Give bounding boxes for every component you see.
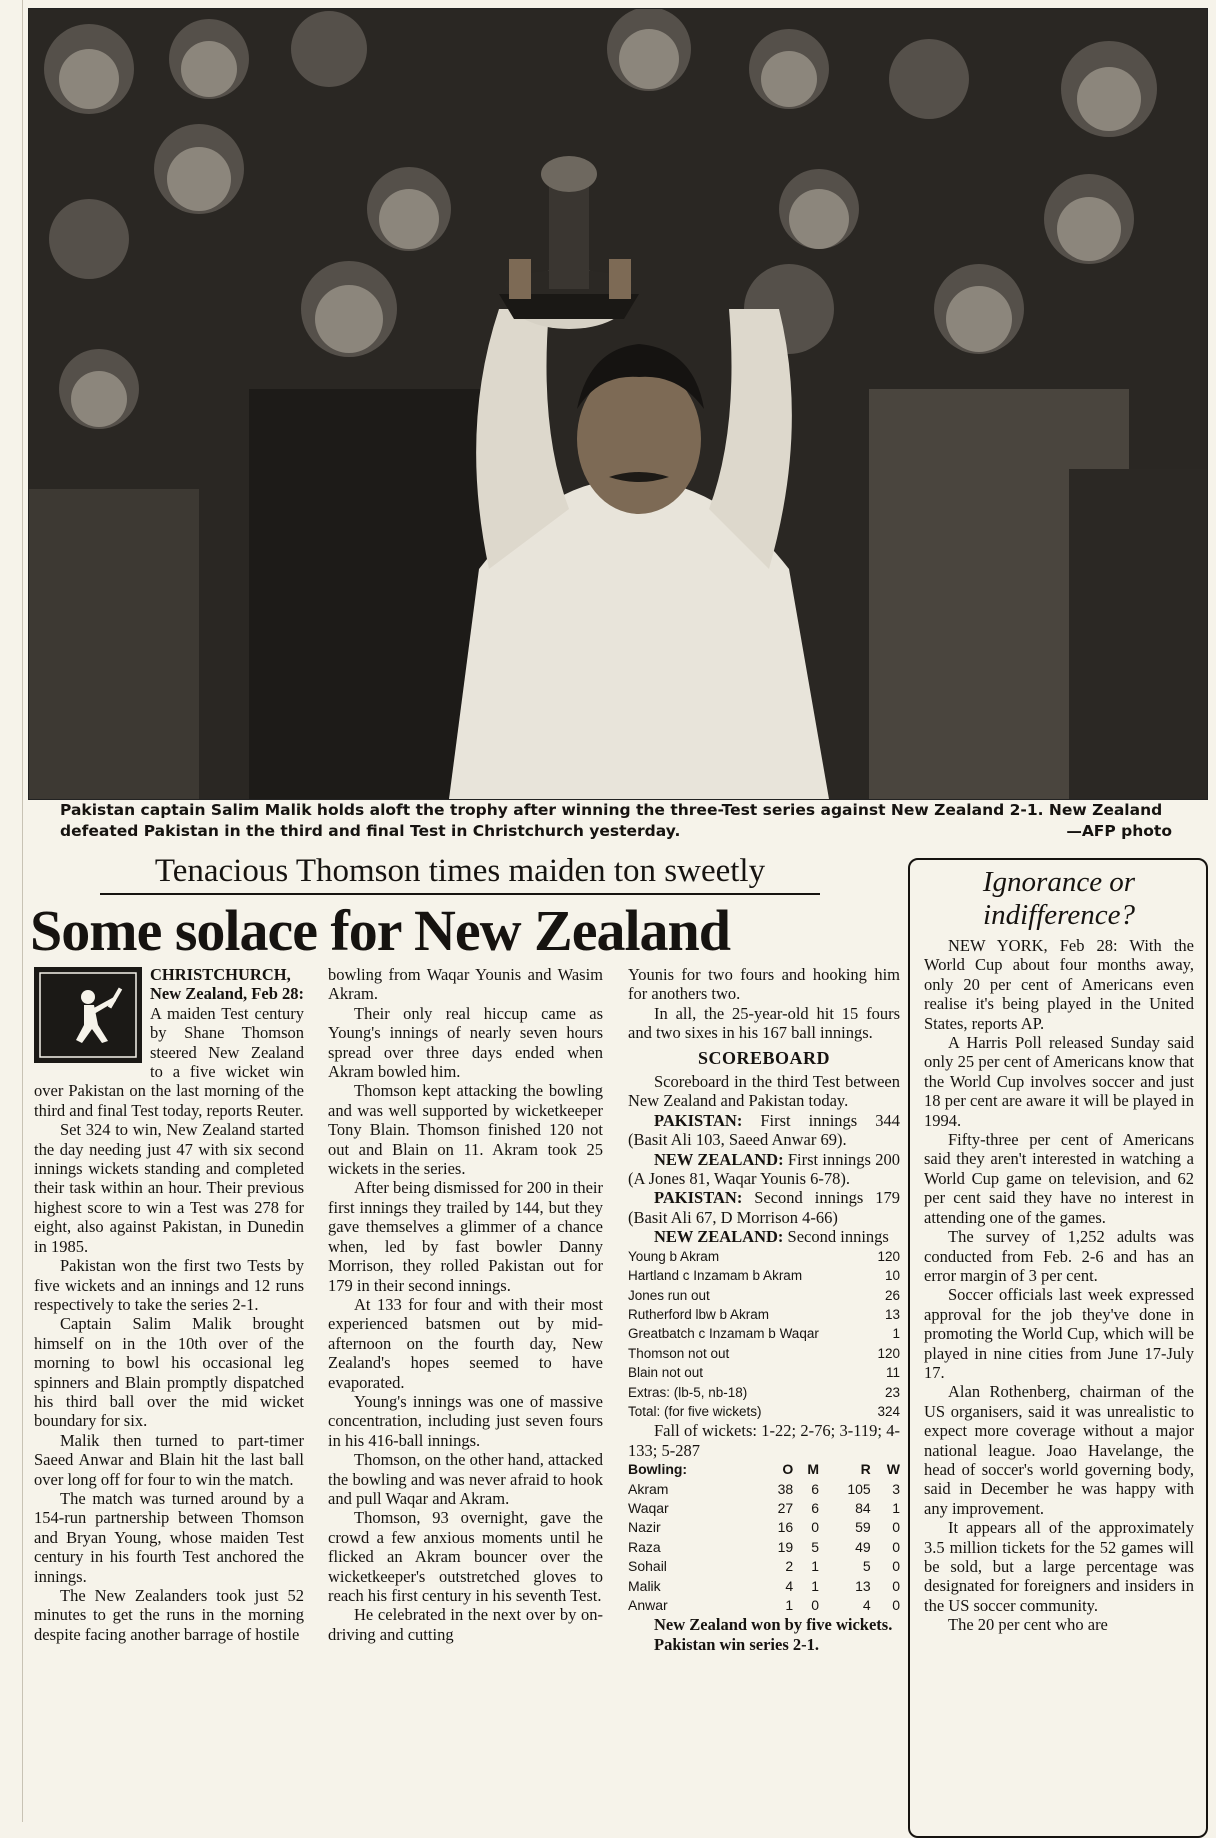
runs: 1 <box>892 1326 900 1342</box>
runs: 5 <box>862 1558 871 1575</box>
batsman: Greatbatch c Inzamam b Waqar <box>628 1326 819 1342</box>
maidens: 5 <box>811 1538 820 1555</box>
table-header-row <box>628 1460 900 1479</box>
overs: 19 <box>777 1538 794 1555</box>
table-row <box>628 1286 900 1305</box>
sidebar-headline-line-2: indifference? <box>983 899 1135 931</box>
maidens: 1 <box>811 1577 820 1594</box>
article-paragraph: Younis for two fours and hooking him for anothers two. <box>628 965 900 1004</box>
maidens: 1 <box>811 1558 820 1575</box>
bowling-header: Bowling: <box>628 1461 688 1478</box>
photo-caption <box>60 800 1180 842</box>
batsman: Thomson not out <box>628 1345 730 1361</box>
table-row <box>628 1402 900 1421</box>
bowling-table <box>628 1460 900 1615</box>
article-paragraph: The New Zealanders took just 52 minutes to get the runs in the morning despite facing another barrage of hostile <box>34 1586 304 1644</box>
innings-text: First innings 200 (A Jones 81, Waqar Younis 6-78). <box>628 1149 901 1189</box>
wickets: 0 <box>892 1577 900 1594</box>
scoreboard-title: SCOREBOARD <box>697 1047 831 1068</box>
table-row <box>628 1266 900 1285</box>
table-row <box>628 1324 900 1343</box>
table-row <box>628 1577 900 1596</box>
runs: 59 <box>855 1519 871 1536</box>
innings-summary <box>628 1227 900 1246</box>
runs: 120 <box>877 1345 900 1361</box>
innings-text: Second innings 179 (Basit Ali 67, D Morrison 4-66) <box>628 1188 900 1227</box>
overs: 2 <box>785 1558 794 1575</box>
maidens: 0 <box>811 1519 820 1536</box>
article-paragraph: Thomson, on the other hand, attacked the bowling and was never afraid to hook and pull Waqar and Akram. <box>328 1450 603 1508</box>
col-maidens-header: M <box>807 1461 820 1478</box>
match-result: New Zealand won by five wickets. <box>654 1615 893 1635</box>
table-row <box>628 1557 900 1576</box>
overs: 27 <box>777 1499 794 1516</box>
innings-text: First innings 344 (Basit Ali 103, Saeed Anwar 69). <box>628 1110 900 1150</box>
batsman: Blain not out <box>628 1365 704 1381</box>
bowler: Malik <box>628 1577 661 1594</box>
wickets: 0 <box>892 1519 900 1536</box>
fall-of-wickets: Fall of wickets: 1-22; 2-76; 3-119; 4-133; 5-287 <box>628 1421 900 1460</box>
innings-team: NEW ZEALAND: <box>654 1149 784 1169</box>
article-kicker: Tenacious Thomson times maiden ton sweetly <box>100 853 820 895</box>
article-paragraph: After being dismissed for 200 in their first innings they trailed by 144, but they gave themselves a glimmer of a chance when, led by fast bowler Danny Morrison, they rolled Pakistan out for 179 in their second innings. <box>328 1178 603 1295</box>
innings-text: Second innings <box>787 1227 889 1247</box>
maidens: 6 <box>811 1480 820 1497</box>
sidebar-headline-line-1: Ignorance or <box>982 866 1136 898</box>
article-paragraph: A maiden Test century by Shane Thomson steered New Zealand to a five wicket win over Pakistan on the last morning of the third and final Test today, reports Reuter. <box>34 1003 304 1120</box>
article-paragraph: Their only real hiccup came as Young's innings of nearly seven hours spread over three days ended when Akram bowled him. <box>328 1003 603 1082</box>
article-paragraph: Malik then turned to part-timer Saeed Anwar and Blain hit the last ball over long off for four to win the match. <box>34 1430 304 1489</box>
article-paragraph: The match was turned around by a 154-run partnership between Thomson and Bryan Young, whose maiden Test century in his fourth Test anchored the innings. <box>34 1488 304 1586</box>
table-row <box>628 1596 900 1615</box>
table-row <box>628 1363 900 1382</box>
runs: 84 <box>855 1499 871 1516</box>
overs: 1 <box>785 1597 794 1613</box>
runs: 13 <box>884 1306 900 1322</box>
innings-team: PAKISTAN: <box>654 1188 743 1208</box>
sidebar-box <box>908 858 1208 1838</box>
article-paragraph: Young's innings was one of massive concentration, including just seven fours in his 416-ball innings. <box>328 1391 603 1450</box>
sidebar-paragraph: NEW YORK, Feb 28: With the World Cup about four months away, only 20 per cent of Americans even realise it's being played in the United States, reports AP. <box>924 936 1194 1033</box>
table-row <box>628 1538 900 1557</box>
innings-summary <box>628 1150 900 1189</box>
wickets: 1 <box>892 1499 900 1516</box>
article-paragraph: In all, the 25-year-old hit 15 fours and two sixes in his 167 ball innings. <box>628 1003 900 1043</box>
sidebar-body <box>924 936 1194 1635</box>
table-row <box>628 1305 900 1324</box>
series-result: Pakistan win series 2-1. <box>654 1634 819 1654</box>
bowler: Akram <box>628 1480 669 1497</box>
batsman: Rutherford lbw b Akram <box>628 1306 770 1322</box>
article-paragraph: He celebrated in the next over by on-driving and cutting <box>328 1605 603 1644</box>
col-wickets-header: W <box>886 1461 900 1478</box>
sidebar-paragraph: The 20 per cent who are <box>948 1615 1108 1635</box>
overs: 16 <box>777 1519 794 1536</box>
bowler: Sohail <box>628 1558 667 1575</box>
caption-text: Pakistan captain Salim Malik holds aloft the trophy after winning the three-Test series against New Zealand 2-1. New Zealand defeated Pakistan in the third and final Test in Christchurch yesterday. <box>60 801 1163 840</box>
runs: 105 <box>847 1480 871 1497</box>
sidebar-paragraph: It appears all of the approximately 3.5 million tickets for the 52 games will be sold, but a large percentage was designated for foreigners and insiders in the US soccer community. <box>924 1518 1194 1615</box>
article-paragraph: At 133 for four and with their most experienced batsmen out by mid-afternoon on the fourth day, New Zealand's hopes seemed to have evaporated. <box>328 1294 603 1392</box>
sidebar-paragraph: Alan Rothenberg, chairman of the US organisers, said it was unrealistic to expect more coverage without a major national league. Joao Havelange, the head of soccer's world governing body, said in December he was happy with any improvement. <box>924 1382 1194 1518</box>
scoreboard-intro: Scoreboard in the third Test between New Zealand and Pakistan today. <box>628 1072 900 1111</box>
bowler: Waqar <box>628 1499 669 1516</box>
article-paragraph: Thomson, 93 overnight, gave the crowd a few anxious moments until he flicked an Akram bouncer over the wicketkeeper's outstretched gloves to reach his first century in his seventh Test. <box>328 1508 603 1605</box>
photo-credit: —AFP photo <box>1066 822 1172 840</box>
extras: Extras: (lb-5, nb-18) <box>628 1384 748 1400</box>
maidens: 6 <box>811 1499 820 1516</box>
article-paragraph: Pakistan won the first two Tests by five wickets and an innings and 12 runs respectively to take the series 2-1. <box>34 1256 304 1314</box>
table-row <box>628 1499 900 1518</box>
wickets: 3 <box>892 1480 900 1497</box>
runs: 26 <box>884 1287 900 1303</box>
innings-team: NEW ZEALAND: <box>654 1227 784 1247</box>
article-paragraph: Set 324 to win, New Zealand started the day needing just 47 with six second innings wickets standing and completed their task within an hour. Their previous highest score to win a Test was 278 for eight, also against Pakistan, in Dunedin in 1985. <box>34 1120 304 1256</box>
article-paragraph: bowling from Waqar Younis and Wasim Akram. <box>328 965 603 1004</box>
article-dateline: CHRISTCHURCH, New Zealand, Feb 28: <box>150 965 304 1004</box>
crowd-photo-image <box>29 9 1207 799</box>
runs: 4 <box>862 1597 871 1613</box>
article-column-2 <box>328 965 603 1644</box>
article-paragraph: Captain Salim Malik brought himself on in the 10th over of the morning to bowl his occasional leg spinners and Blain promptly dispatched his third ball over the mid wicket boundary for six. <box>34 1314 304 1431</box>
overs: 38 <box>777 1480 794 1497</box>
batting-table <box>628 1247 900 1422</box>
sidebar-paragraph: Fifty-three per cent of Americans said they aren't interested in watching a World Cup game on television, and 62 per cent said they have no interest in attending one of the games. <box>924 1130 1194 1227</box>
runs: 13 <box>855 1577 871 1594</box>
batsman: Jones run out <box>628 1287 710 1303</box>
bowler: Anwar <box>628 1597 668 1613</box>
maidens: 0 <box>811 1597 820 1613</box>
article-paragraph: Thomson kept attacking the bowling and was well supported by wicketkeeper Tony Blain. Thomson finished 120 not out and Blain on 11. Akram took 25 wickets in the series. <box>328 1081 603 1179</box>
sidebar-headline <box>924 866 1194 932</box>
runs: 23 <box>884 1384 900 1400</box>
table-row <box>628 1518 900 1537</box>
table-row <box>628 1344 900 1363</box>
table-row <box>628 1383 900 1402</box>
wickets: 0 <box>892 1558 900 1575</box>
innings-summary <box>628 1111 900 1150</box>
cricket-logo-icon <box>34 967 142 1063</box>
bowler: Nazir <box>628 1519 661 1536</box>
overs: 4 <box>785 1577 794 1594</box>
sidebar-paragraph: Soccer officials last week expressed approval for the job they've done in promoting the World Cup, which will be played in nine cities from June 17-July 17. <box>924 1285 1194 1382</box>
runs: 324 <box>877 1403 900 1419</box>
innings-team: PAKISTAN: <box>654 1110 743 1130</box>
article-column-1 <box>34 965 304 1644</box>
total: Total: (for five wickets) <box>628 1403 762 1419</box>
bowler: Raza <box>628 1538 661 1555</box>
sidebar-paragraph: The survey of 1,252 adults was conducted from Feb. 2-6 and has an error margin of 3 per cent. <box>924 1227 1194 1285</box>
innings-summary <box>628 1188 900 1227</box>
batsman: Young b Akram <box>628 1248 720 1264</box>
runs: 49 <box>855 1538 871 1555</box>
table-row <box>628 1480 900 1499</box>
runs: 120 <box>877 1248 900 1264</box>
col-runs-header: R <box>860 1461 871 1478</box>
col-overs-header: O <box>782 1461 794 1478</box>
trophy-photo <box>28 8 1208 800</box>
batsman: Hartland c Inzamam b Akram <box>628 1268 803 1284</box>
article-column-3 <box>628 965 900 1654</box>
article-headline: Some solace for New Zealand <box>30 898 731 963</box>
runs: 11 <box>885 1365 900 1381</box>
wickets: 0 <box>892 1538 900 1555</box>
sidebar-paragraph: A Harris Poll released Sunday said only 25 per cent of Americans know that the World Cup involves soccer and just 18 per cent are aware it will be played in 1994. <box>924 1033 1194 1130</box>
table-row <box>628 1247 900 1266</box>
runs: 10 <box>884 1268 900 1284</box>
wickets: 0 <box>892 1597 900 1613</box>
adjacent-page-edge <box>0 0 23 1822</box>
